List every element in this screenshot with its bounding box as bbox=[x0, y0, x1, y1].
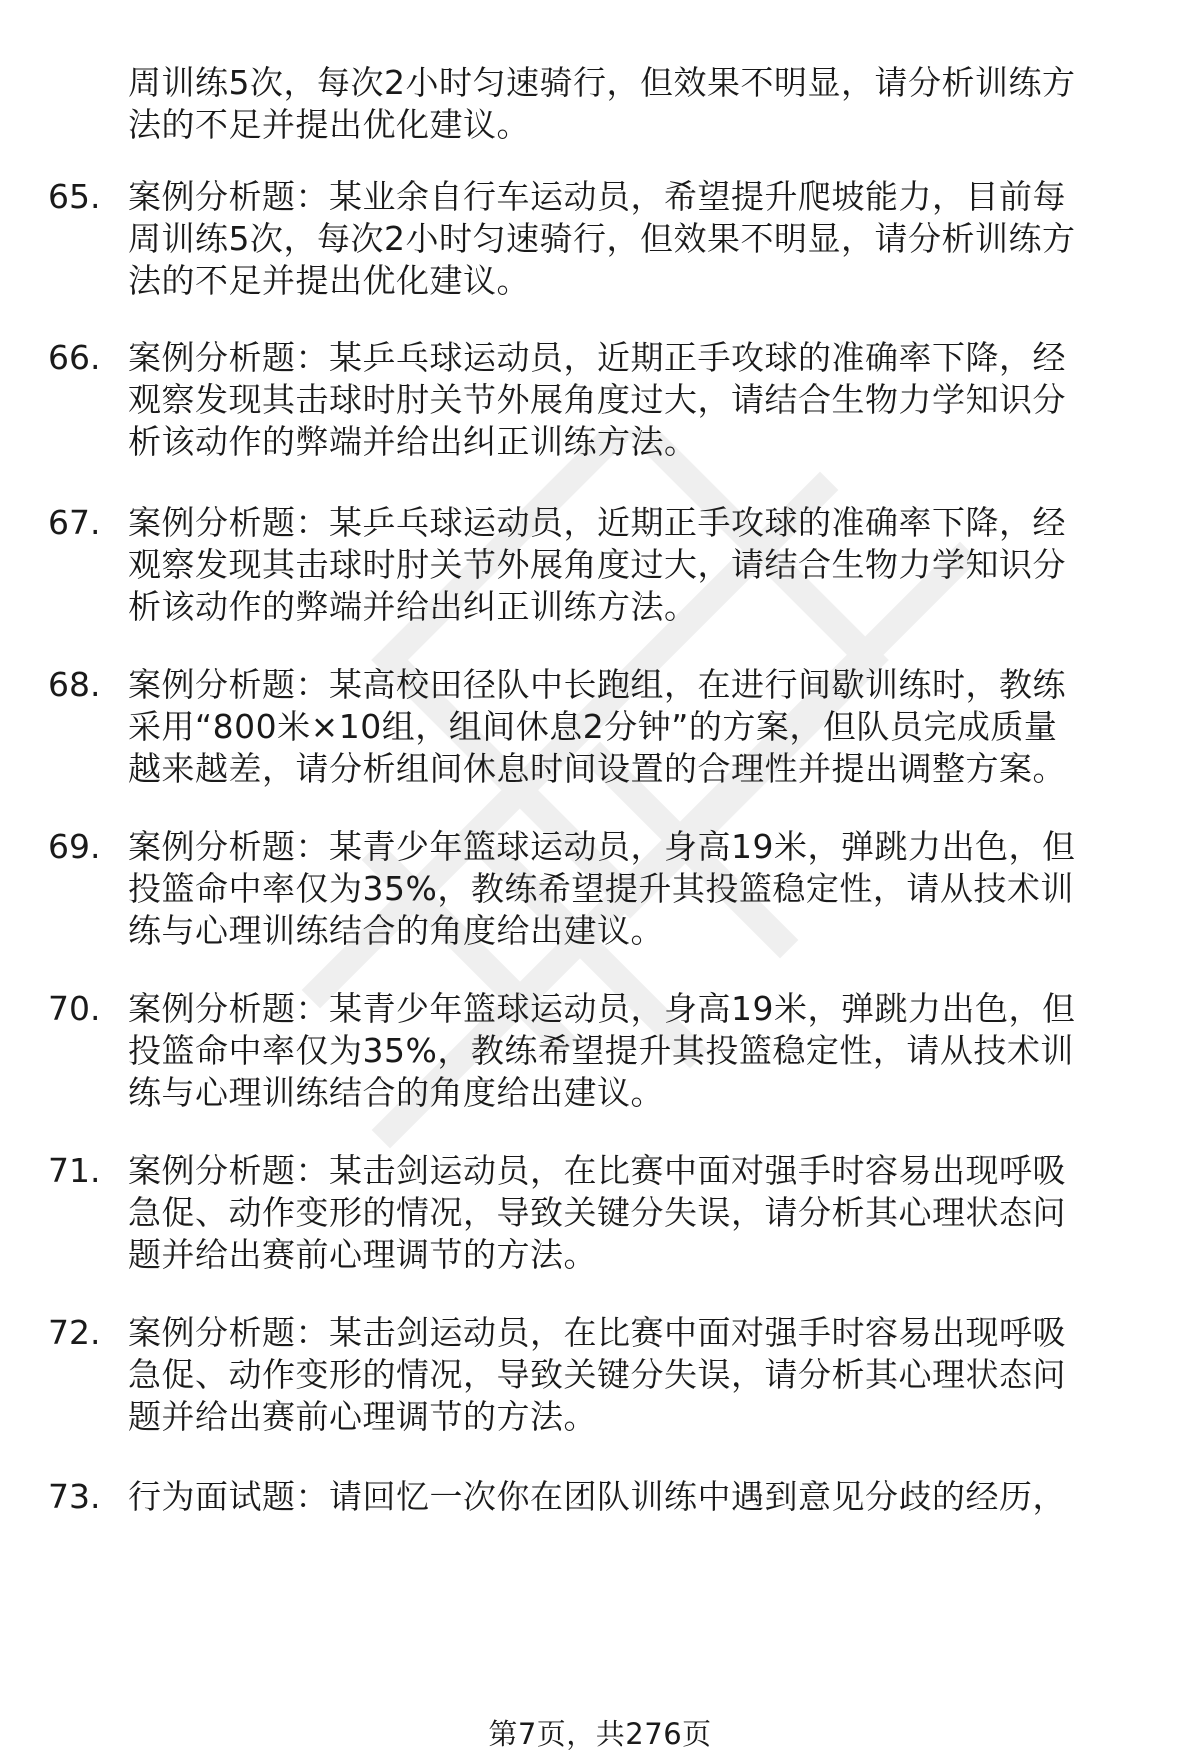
question-text bbox=[128, 1476, 1158, 1518]
question-number: 73. bbox=[48, 1477, 101, 1516]
text-line: 急促、动作变形的情况，导致关键分失误，请分析其心理状态问 bbox=[128, 1193, 1066, 1232]
text-line: 题并给出赛前心理调节的方法。 bbox=[128, 1397, 597, 1436]
question-text bbox=[128, 176, 1158, 302]
text-line: 采用“800米×10组，组间休息2分钟”的方案，但队员完成质量 bbox=[128, 707, 1058, 746]
question-text bbox=[128, 337, 1158, 463]
text-line: 析该动作的弊端并给出纠正训练方法。 bbox=[128, 587, 698, 626]
question-text bbox=[128, 502, 1158, 628]
text-line: 越来越差，请分析组间休息时间设置的合理性并提出调整方案。 bbox=[128, 749, 1066, 788]
question-continuation bbox=[128, 62, 1148, 146]
question-text bbox=[128, 826, 1158, 952]
question-number: 65. bbox=[48, 177, 101, 216]
text-line: 投篮命中率仅为35%，教练希望提升其投篮稳定性，请从技术训 bbox=[128, 869, 1074, 908]
text-line: 案例分析题：某青少年篮球运动员，身高19米，弹跳力出色，但 bbox=[128, 989, 1076, 1028]
text-line: 案例分析题：某业余自行车运动员，希望提升爬坡能力，目前每 bbox=[128, 177, 1066, 216]
text-line: 急促、动作变形的情况，导致关键分失误，请分析其心理状态问 bbox=[128, 1355, 1066, 1394]
text-line: 周训练5次，每次2小时匀速骑行，但效果不明显，请分析训练方 bbox=[128, 63, 1076, 102]
text-line: 案例分析题：某乒乓球运动员，近期正手攻球的准确率下降，经 bbox=[128, 503, 1066, 542]
question-number: 71. bbox=[48, 1151, 101, 1190]
text-line: 观察发现其击球时肘关节外展角度过大，请结合生物力学知识分 bbox=[128, 380, 1066, 419]
text-line: 法的不足并提出优化建议。 bbox=[128, 105, 530, 144]
text-line: 题并给出赛前心理调节的方法。 bbox=[128, 1235, 597, 1274]
question-number: 68. bbox=[48, 665, 101, 704]
question-number: 69. bbox=[48, 827, 101, 866]
page-number-footer: 第7页，共276页 bbox=[488, 1717, 712, 1751]
text-line: 练与心理训练结合的角度给出建议。 bbox=[128, 911, 664, 950]
text-line: 法的不足并提出优化建议。 bbox=[128, 261, 530, 300]
text-line: 周训练5次，每次2小时匀速骑行，但效果不明显，请分析训练方 bbox=[128, 219, 1076, 258]
question-number: 72. bbox=[48, 1313, 101, 1352]
text-line: 投篮命中率仅为35%，教练希望提升其投篮稳定性，请从技术训 bbox=[128, 1031, 1074, 1070]
text-line: 案例分析题：某高校田径队中长跑组，在进行间歇训练时，教练 bbox=[128, 665, 1066, 704]
text-line: 案例分析题：某击剑运动员，在比赛中面对强手时容易出现呼吸 bbox=[128, 1313, 1066, 1352]
text-line: 练与心理训练结合的角度给出建议。 bbox=[128, 1073, 664, 1112]
question-number: 67. bbox=[48, 503, 101, 542]
text-line: 析该动作的弊端并给出纠正训练方法。 bbox=[128, 422, 698, 461]
text-line: 行为面试题：请回忆一次你在团队训练中遇到意见分歧的经历， bbox=[128, 1477, 1066, 1516]
question-text bbox=[128, 988, 1158, 1114]
text-line: 案例分析题：某青少年篮球运动员，身高19米，弹跳力出色，但 bbox=[128, 827, 1076, 866]
question-text bbox=[128, 1150, 1158, 1276]
question-text bbox=[128, 664, 1158, 790]
question-number: 70. bbox=[48, 989, 101, 1028]
text-line: 观察发现其击球时肘关节外展角度过大，请结合生物力学知识分 bbox=[128, 545, 1066, 584]
question-number: 66. bbox=[48, 338, 101, 377]
text-line: 案例分析题：某击剑运动员，在比赛中面对强手时容易出现呼吸 bbox=[128, 1151, 1066, 1190]
question-text bbox=[128, 1312, 1158, 1438]
text-line: 案例分析题：某乒乓球运动员，近期正手攻球的准确率下降，经 bbox=[128, 338, 1066, 377]
